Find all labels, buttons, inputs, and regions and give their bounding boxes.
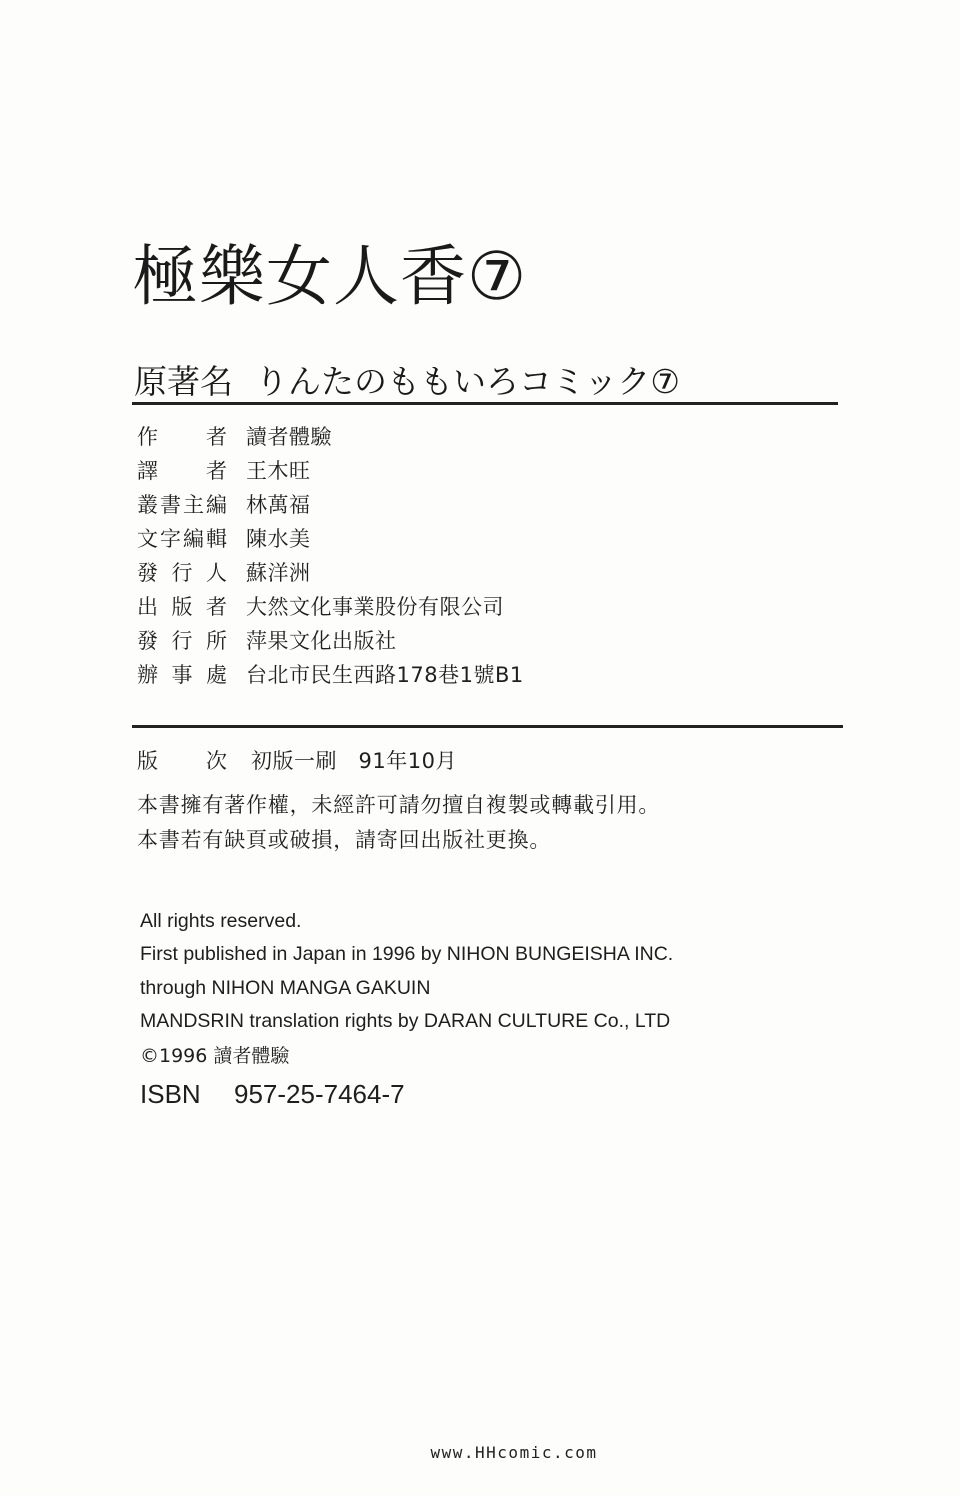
credit-value: 台北市民生西路178巷1號B1 <box>246 663 524 687</box>
credit-label: 叢書主編 <box>137 493 227 517</box>
edition-label: 版 次 <box>137 749 227 773</box>
defect-notice: 本書若有缺頁或破損，請寄回出版社更換。 <box>137 828 552 852</box>
original-title-label: 原著名 <box>134 362 233 401</box>
credit-label: 發行人 <box>137 561 227 585</box>
credit-value: 蘇洋洲 <box>246 561 311 585</box>
copyright-notice: 本書擁有著作權，未經許可請勿擅自複製或轉載引用。 <box>137 793 661 817</box>
divider-top <box>132 402 838 405</box>
credit-label: 發行所 <box>137 629 227 653</box>
credit-value: 萍果文化出版社 <box>246 629 397 653</box>
credit-value: 讀者體驗 <box>246 425 332 449</box>
credit-label: 譯 者 <box>137 459 227 483</box>
isbn-label: ISBN <box>140 1079 201 1109</box>
credit-value: 陳水美 <box>246 527 311 551</box>
english-line-first-published: First published in Japan in 1996 by NIHON BUNGEISHA INC. <box>140 943 674 965</box>
credit-value: 王木旺 <box>246 459 311 483</box>
credit-value: 大然文化事業股份有限公司 <box>246 595 504 619</box>
isbn-line <box>140 1076 405 1112</box>
isbn-value: 957-25-7464-7 <box>234 1079 405 1109</box>
credit-label: 作 者 <box>137 425 227 449</box>
credit-label: 辦事處 <box>137 663 227 687</box>
credit-label: 出版者 <box>137 595 227 619</box>
book-title: 極樂女人香⑦ <box>132 238 528 315</box>
english-line-copyright: ©1996 讀者體驗 <box>140 1045 290 1067</box>
website-watermark: www.HHcomic.com <box>430 1443 598 1462</box>
english-line-through: through NIHON MANGA GAKUIN <box>140 977 431 999</box>
english-line-rights: All rights reserved. <box>140 910 302 932</box>
original-title-value: りんたのももいろコミック⑦ <box>255 362 680 401</box>
credit-label: 文字編輯 <box>137 527 227 551</box>
credit-value: 林萬福 <box>246 493 311 517</box>
english-line-translation-rights: MANDSRIN translation rights by DARAN CULTURE Co., LTD <box>140 1010 671 1032</box>
original-title <box>134 360 680 404</box>
edition-value: 初版一刷 91年10月 <box>251 749 457 773</box>
divider-bottom <box>132 725 843 728</box>
